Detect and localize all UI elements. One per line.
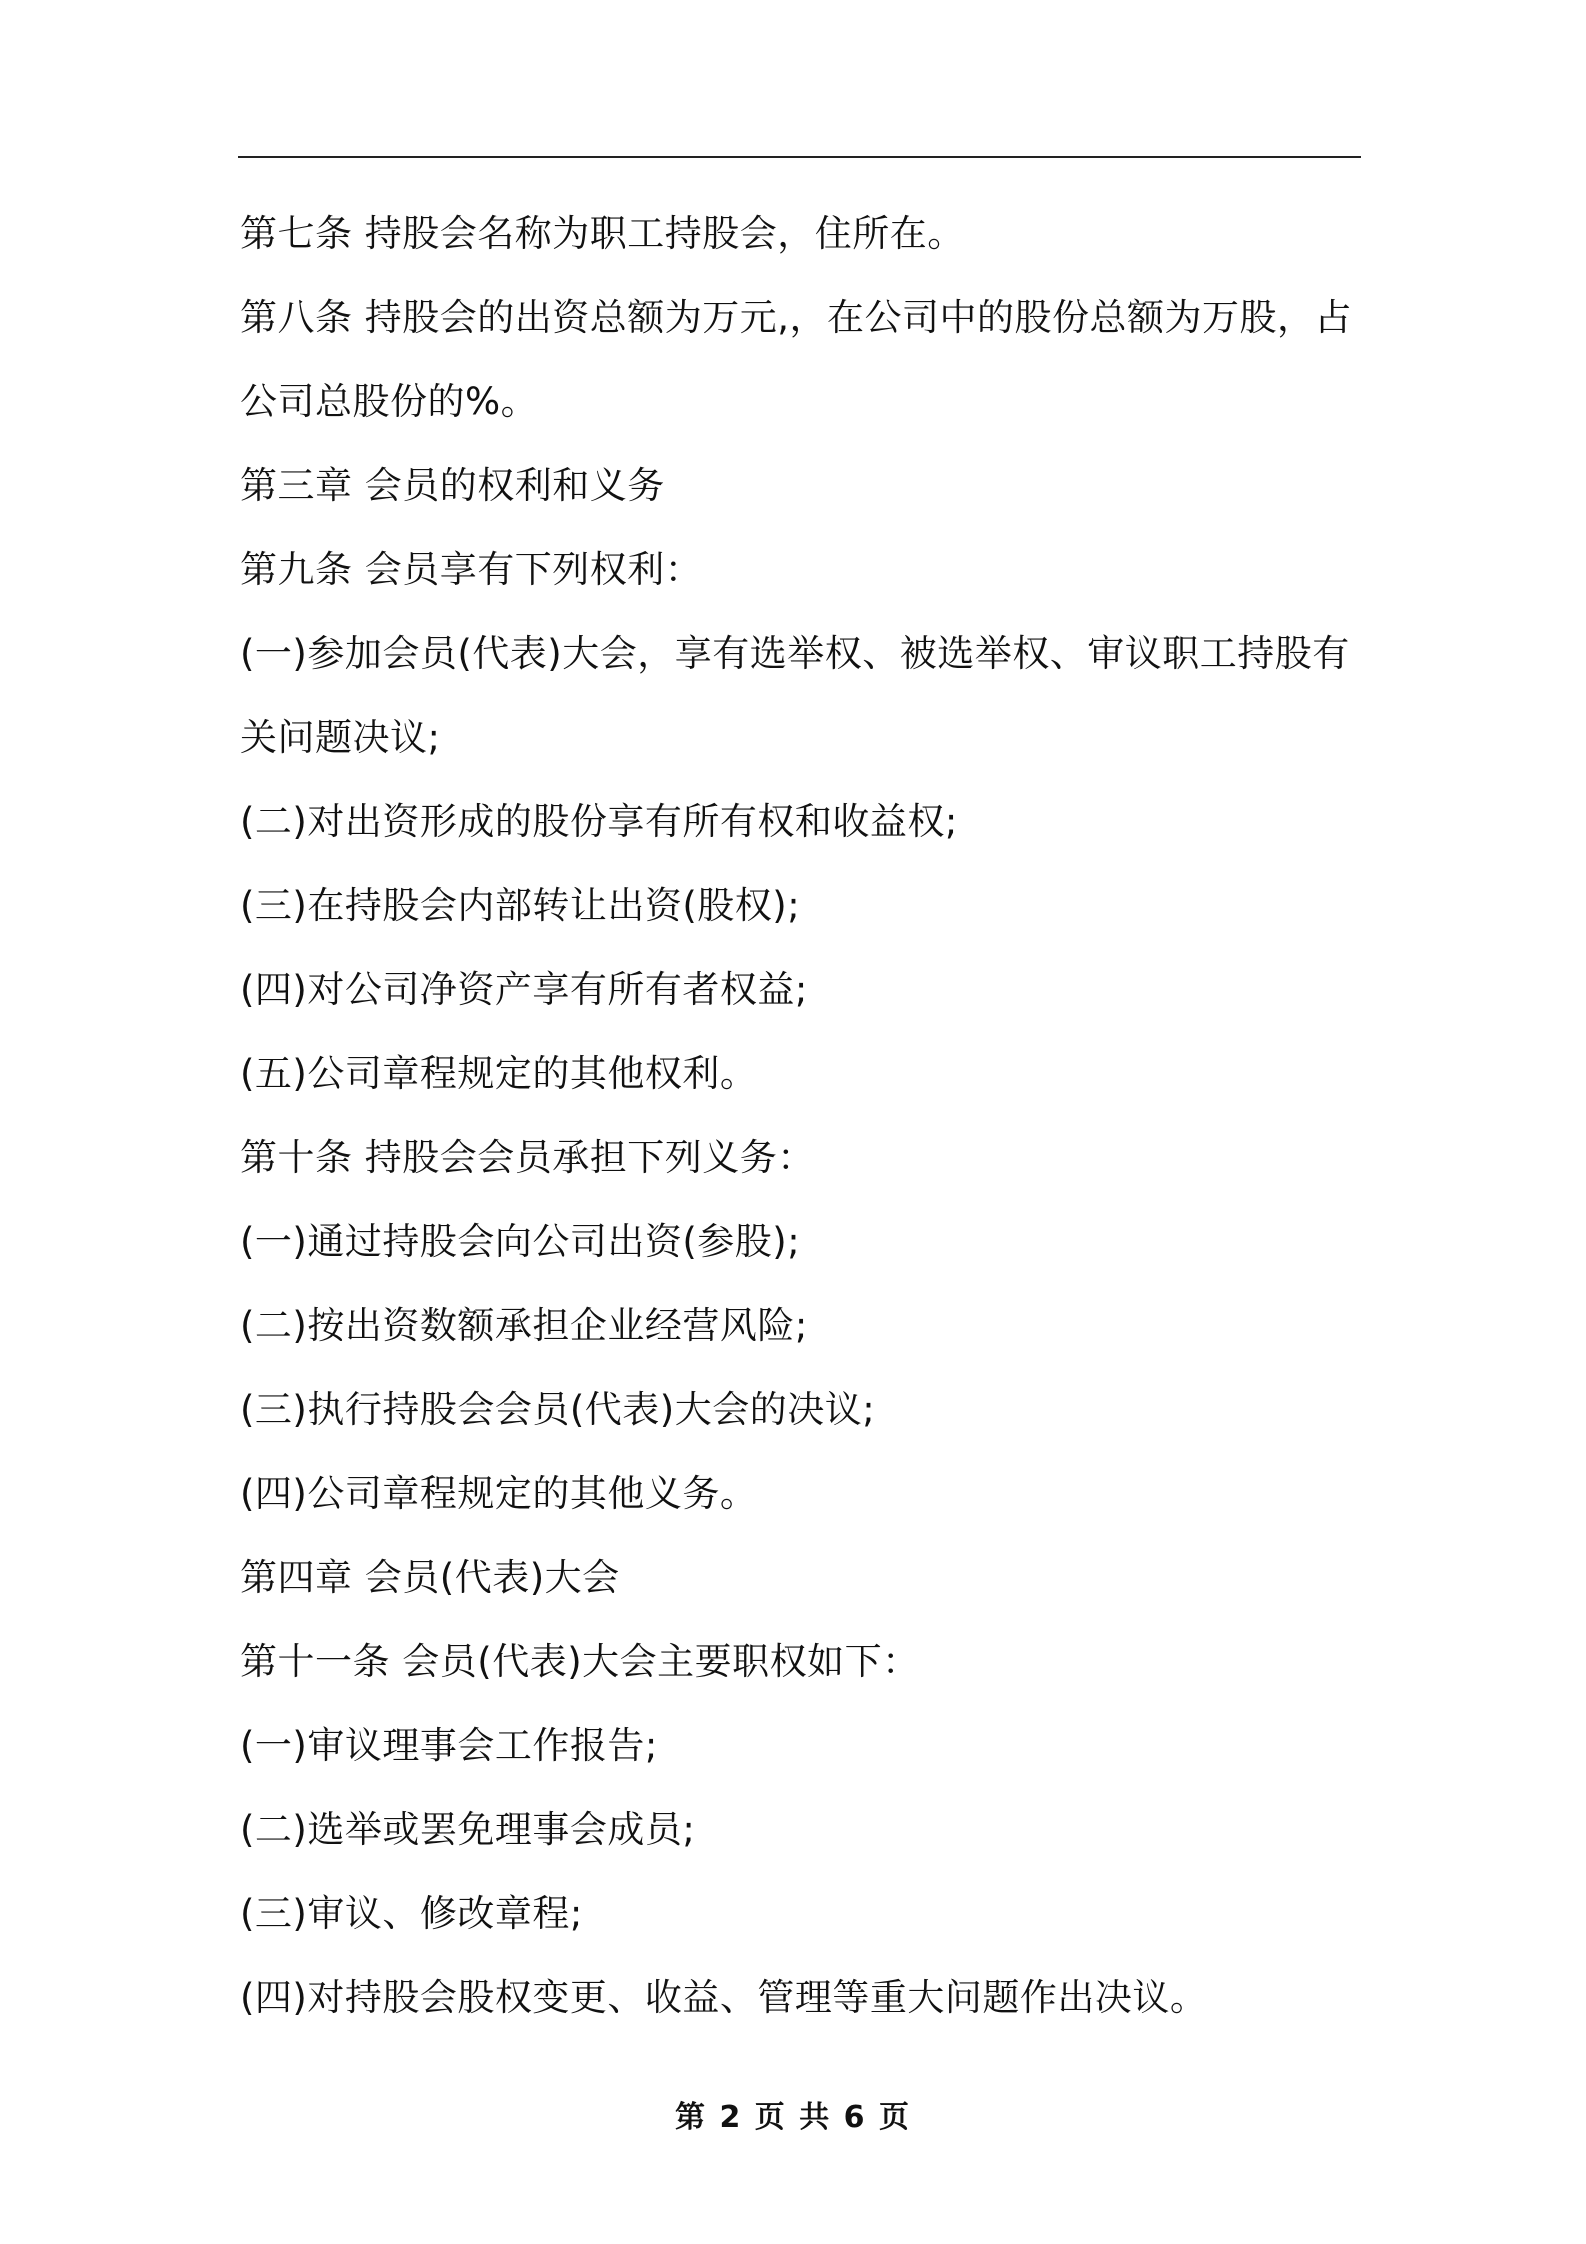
article-9-item-4: (四)对公司净资产享有所有者权益; [240, 968, 808, 1011]
article-10-item-2: (二)按出资数额承担企业经营风险; [240, 1304, 808, 1347]
article-7: 第七条 持股会名称为职工持股会，住所在。 [240, 212, 965, 255]
article-10: 第十条 持股会会员承担下列义务： [240, 1136, 815, 1179]
article-11-item-2: (二)选举或罢免理事会成员; [240, 1808, 696, 1851]
article-9-item-5: (五)公司章程规定的其他权利。 [240, 1052, 758, 1095]
article-8-cont: 公司总股份的%。 [240, 380, 539, 423]
article-11-item-3: (三)审议、修改章程; [240, 1892, 583, 1935]
article-9-item-3: (三)在持股会内部转让出资(股权); [240, 884, 801, 927]
article-11-item-4: (四)对持股会股权变更、收益、管理等重大问题作出决议。 [240, 1976, 1208, 2019]
article-10-item-1: (一)通过持股会向公司出资(参股); [240, 1220, 801, 1263]
page-number-footer: 第 2 页 共 6 页 [675, 2100, 911, 2135]
article-10-item-4: (四)公司章程规定的其他义务。 [240, 1472, 758, 1515]
document-body [240, 192, 1360, 2040]
chapter-4-heading: 第四章 会员(代表)大会 [240, 1556, 620, 1599]
article-8: 第八条 持股会的出资总额为万元,，在公司中的股份总额为万股，占 [240, 296, 1353, 339]
article-9-item-1: (一)参加会员(代表)大会，享有选举权、被选举权、审议职工持股有 [240, 632, 1350, 675]
article-10-item-3: (三)执行持股会会员(代表)大会的决议; [240, 1388, 876, 1431]
article-9-item-1-cont: 关问题决议; [240, 716, 441, 759]
article-11: 第十一条 会员(代表)大会主要职权如下： [240, 1640, 920, 1683]
header-rule [238, 156, 1361, 158]
chapter-3-heading: 第三章 会员的权利和义务 [240, 464, 665, 507]
article-9-item-2: (二)对出资形成的股份享有所有权和收益权; [240, 800, 958, 843]
article-11-item-1: (一)审议理事会工作报告; [240, 1724, 658, 1767]
article-9: 第九条 会员享有下列权利： [240, 548, 703, 591]
